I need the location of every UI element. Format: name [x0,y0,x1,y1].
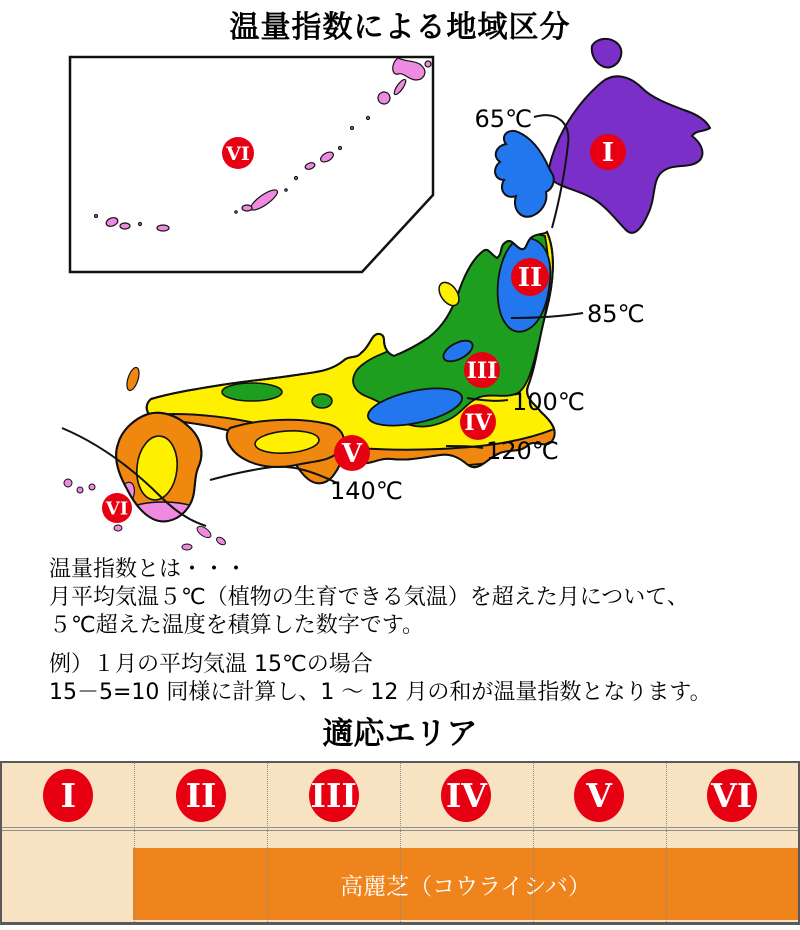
chugoku-zone3-green-2 [312,394,332,408]
hokkaido-zone1-purple [548,76,710,233]
svg-text:III: III [466,358,498,384]
desc-line-2: 月平均気温５℃（植物の生育できる気温）を超えた月について、 [49,585,689,610]
zone-badge-4: IV [441,769,491,822]
column-divider [666,763,667,922]
chugoku-zone3-green-1 [222,383,282,401]
column-divider [533,763,534,922]
zone-header-cell-4 [400,763,533,827]
zone-header-cell-3 [267,763,400,827]
kyushu-zone6-pink-south [121,502,205,530]
column-divider [267,763,268,922]
adaptation-area-table [0,761,800,925]
desc-line-3: ５℃超えた温度を積算した数字です。 [49,613,424,638]
section-title: 適応エリア [322,716,478,752]
hokkaido-zone2-blue [495,131,554,217]
column-divider [134,763,135,922]
example-line-2: 15－5=10 同様に計算し、1 ～ 12 月の和が温量指数となります。 [49,680,712,705]
marker-zone2 [511,258,549,296]
svg-text:I: I [601,138,615,168]
svg-text:VI: VI [226,143,250,165]
svg-text:V: V [341,439,363,469]
tsushima-island [125,366,142,392]
temp-label-120: 120℃ [486,437,559,465]
marker-zone3 [464,352,500,388]
example-line-1: 例）１月の平均気温 15℃の場合 [49,652,373,677]
temp-label-85: 85℃ [587,300,645,328]
svg-text:IV: IV [464,410,492,436]
marker-zone5 [334,435,370,471]
zone-header-cell-5 [533,763,666,827]
marker-zone1 [590,134,626,170]
zone-badge-3: III [309,769,359,822]
marker-zone6-kyushu [102,493,132,523]
okinawa-inset [70,57,433,272]
svg-text:II: II [517,263,543,293]
marker-zone4 [460,404,496,440]
zone-badge-1: I [43,769,93,822]
zone-badge-2: II [176,769,226,822]
zone-header-cell-1 [2,763,135,827]
zone-header-cell-6 [665,763,798,827]
zone-header-cell-2 [135,763,268,827]
temp-label-65: 65℃ [474,105,532,133]
zone-badge-5: V [574,769,624,822]
warmth-index-description [49,556,712,707]
zone-badge-6: VI [707,769,757,822]
column-divider [400,763,401,922]
grass-span-bar: 高麗芝（コウライシバ） [133,848,798,920]
hokkaido-north-island [592,39,622,68]
svg-text:VI: VI [105,498,129,520]
page-title: 温量指数による地域区分 [229,10,571,45]
marker-zone6-inset [222,137,254,169]
desc-line-1: 温量指数とは・・・ [49,557,248,582]
temp-label-140: 140℃ [330,477,403,505]
inset-frame [70,57,433,272]
temp-label-100: 100℃ [512,388,585,416]
